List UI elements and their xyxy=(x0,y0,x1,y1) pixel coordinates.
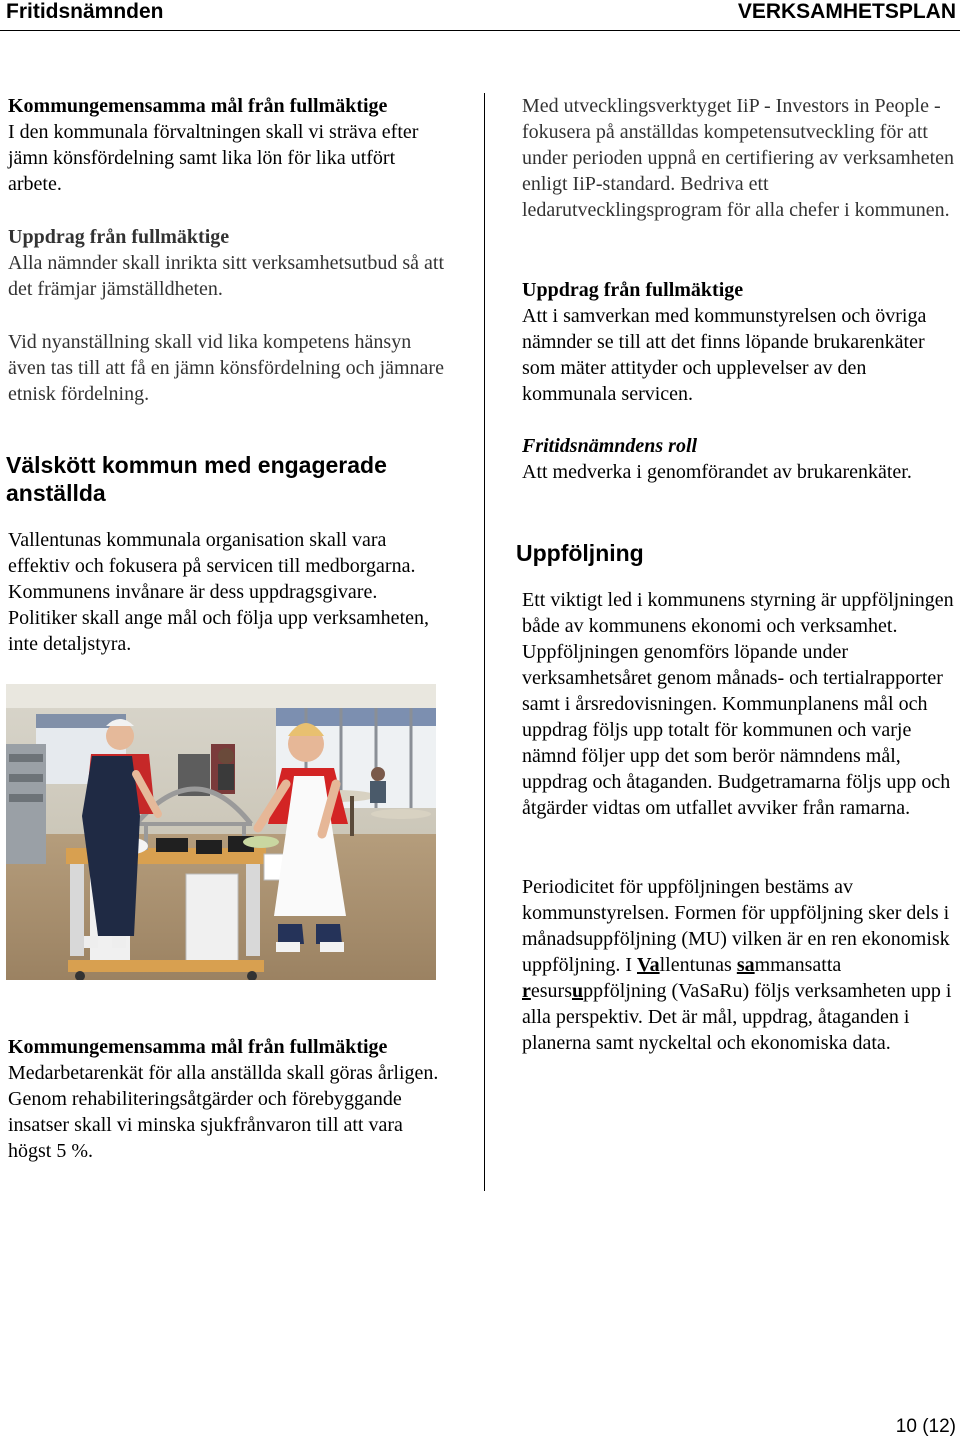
mission1-block xyxy=(8,224,448,302)
role-block xyxy=(522,433,958,485)
header-doc-type: VERKSAMHETSPLAN xyxy=(737,0,956,23)
column-divider xyxy=(484,93,485,1191)
followup-paragraph: Ett viktigt led i kommunens styrning är uppföljningen både av kommunens ekonomi och verksamhet. Uppföljningen genomförs löpande under verksamhetsåret genom månads- och tertialrapporter samt i årsredovisningen. Kommunplanens mål och uppdrag följs upp totalt för kommunen och varje nämnd följer upp det som berör nämndens mål, uppdrag och åtaganden. Budgetramarna följs upp och åtgärder vidtas om utfallet avviker från ramarna. xyxy=(522,589,954,819)
role-text: Att medverka i genomförandet av brukarenkäter. xyxy=(522,461,912,483)
periodicity-text-start: Periodicitet för uppföljningen bestäms av kommunstyrelsen. Formen för uppföljning sker dels i månadsuppföljning (MU) vilken är en ren ekonomisk uppföljning. I xyxy=(522,876,950,976)
page-number: 10 (12) xyxy=(895,1416,956,1437)
recruit-paragraph: Vid nyanställning skall vid lika kompetens hänsyn även tas till att få en jämn könsfördelning och jämnare etnisk fördelning. xyxy=(8,331,444,405)
periodicity-word-llentunas: llentunas xyxy=(659,954,737,976)
section-paragraph: Vallentunas kommunala organisation skall vara effektiv och fokusera på servicen till medborgarna. Kommunens invånare är dess uppdragsgivare. Politiker skall ange mål och följa upp verksamheten, inte detaljstyra. xyxy=(8,529,429,655)
role-heading: Fritidsnämndens roll xyxy=(522,435,698,457)
followup-heading: Uppföljning xyxy=(516,540,644,566)
acronym-sa: sa xyxy=(736,954,755,976)
cafeteria-photo xyxy=(6,684,436,980)
mission1-text: Alla nämnder skall inrikta sitt verksamhetsutbud så att det främjar jämställdheten. xyxy=(8,252,445,300)
acronym-r: r xyxy=(522,980,531,1002)
mission2-text: Att i samverkan med kommunstyrelsen och övriga nämnder se till att det finns löpande brukarenkäter som mäter attityder och upplevelser av den kommunala servicen. xyxy=(522,305,927,405)
goal1-block xyxy=(8,93,448,197)
mission2-block xyxy=(522,277,958,407)
iip-paragraph: Med utvecklingsverktyget IiP - Investors in People - fokusera på anställdas kompetensutveckling för att under perioden uppnå en certifiering av verksamheten enligt IiP-standard. Bedriva ett ledarutvecklingsprogram för alla chefer i kommunen. xyxy=(522,95,955,221)
periodicity-paragraph xyxy=(522,874,958,1056)
goal1-heading: Kommungemensamma mål från fullmäktige xyxy=(8,95,388,117)
acronym-u: u xyxy=(572,980,584,1002)
goal1-text: I den kommunala förvaltningen skall vi sträva efter jämn könsfördelning samt lika lön för lika utfört arbete. xyxy=(8,121,419,195)
mission1-heading: Uppdrag från fullmäktige xyxy=(8,226,230,248)
header-rule xyxy=(0,30,960,31)
header-unit: Fritidsnämnden xyxy=(6,0,164,23)
mission2-heading: Uppdrag från fullmäktige xyxy=(522,279,744,301)
goal2-heading: Kommungemensamma mål från fullmäktige xyxy=(8,1036,388,1058)
goal2-text-sickleave: Genom rehabiliteringsåtgärder och förebyggande insatser skall vi minska sjukfrånvaron till att vara högst 5 %. xyxy=(8,1088,403,1162)
goal2-text-survey: Medarbetarenkät för alla anställda skall göras årligen. xyxy=(8,1062,439,1084)
periodicity-word-mmansatta: mmansatta xyxy=(754,954,842,976)
section-heading: Välskött kommun med engagerade anställda xyxy=(6,452,387,506)
acronym-va: Va xyxy=(637,954,660,976)
goal2-block xyxy=(8,1034,448,1164)
periodicity-text-end: ppföljning (VaSaRu) följs verksamheten upp i alla perspektiv. Det är mål, uppdrag, åtaganden i planerna samt nyckeltal och ekonomiska data. xyxy=(522,980,952,1054)
periodicity-word-esurs: esurs xyxy=(530,980,572,1002)
